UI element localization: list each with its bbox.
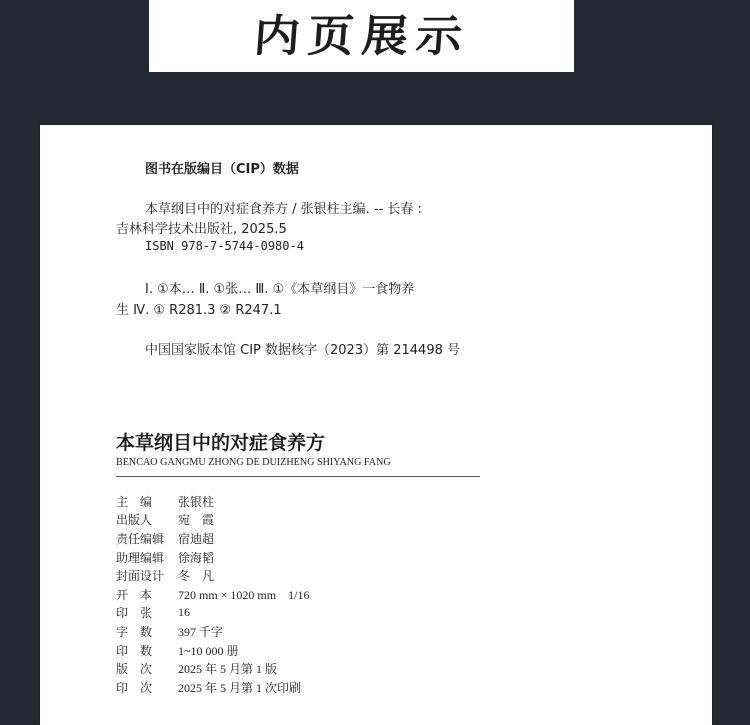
credit-value: 1~10 000 册 — [178, 643, 239, 658]
credit-row — [116, 529, 309, 548]
credit-label: 出版人 — [116, 513, 153, 528]
credit-label: 责任编辑 — [116, 531, 165, 546]
credit-row — [116, 641, 309, 660]
title-divider — [116, 476, 480, 477]
cip-classification-line-1: Ⅰ. ①本… Ⅱ. ①张… Ⅲ. ①《本草纲目》一食物养 — [145, 282, 415, 297]
credit-label: 印 数 — [116, 643, 153, 658]
credit-label: 字 数 — [116, 624, 153, 639]
cip-isbn: ISBN 978-7-5744-0980-4 — [145, 239, 304, 253]
credit-value: 宿迪超 — [178, 531, 215, 546]
cip-classification-line-2: 生 Ⅳ. ① R281.3 ② R247.1 — [116, 303, 282, 318]
banner-title: 内页展示 — [251, 10, 472, 62]
credit-row — [116, 678, 309, 697]
credit-value: 2025 年 5 月第 1 次印刷 — [178, 680, 302, 695]
credit-label: 主 编 — [116, 494, 153, 509]
credit-label: 印 次 — [116, 680, 153, 695]
book-title: 本草纲目中的对症食养方 — [116, 432, 326, 454]
credit-value: 宛 霞 — [178, 513, 215, 528]
banner — [149, 0, 574, 72]
credit-value: 冬 凡 — [178, 569, 215, 584]
credit-row — [116, 566, 309, 585]
credit-label: 开 本 — [116, 587, 153, 602]
credit-label: 印 张 — [116, 606, 153, 621]
credit-row — [116, 511, 309, 530]
cip-publisher-line: 吉林科学技术出版社, 2025.5 — [116, 222, 287, 237]
credit-row — [116, 492, 309, 511]
credits-list — [116, 492, 309, 697]
copyright-page — [40, 125, 712, 725]
credit-row — [116, 585, 309, 604]
cip-title-line: 本草纲目中的对症食养方 / 张银柱主编. -- 长春 : — [145, 202, 422, 217]
credit-row — [116, 659, 309, 678]
credit-label: 版 次 — [116, 662, 153, 677]
credit-row — [116, 548, 309, 567]
credit-row — [116, 604, 309, 623]
credit-label: 封面设计 — [116, 569, 165, 584]
credit-value: 2025 年 5 月第 1 版 — [178, 662, 278, 677]
credit-value: 16 — [178, 605, 190, 620]
credit-value: 397 千字 — [178, 624, 224, 639]
credit-value: 徐海韬 — [178, 550, 215, 565]
book-subtitle: BENCAO GANGMU ZHONG DE DUIZHENG SHIYANG FANG — [116, 456, 391, 468]
credit-label: 助理编辑 — [116, 550, 165, 565]
cip-record-number: 中国国家版本馆 CIP 数据核字（2023）第 214498 号 — [145, 343, 460, 358]
credit-value: 张银柱 — [178, 494, 215, 509]
credit-value: 720 mm × 1020 mm 1/16 — [178, 587, 310, 602]
cip-heading: 图书在版编目（CIP）数据 — [145, 162, 299, 177]
credit-row — [116, 622, 309, 641]
